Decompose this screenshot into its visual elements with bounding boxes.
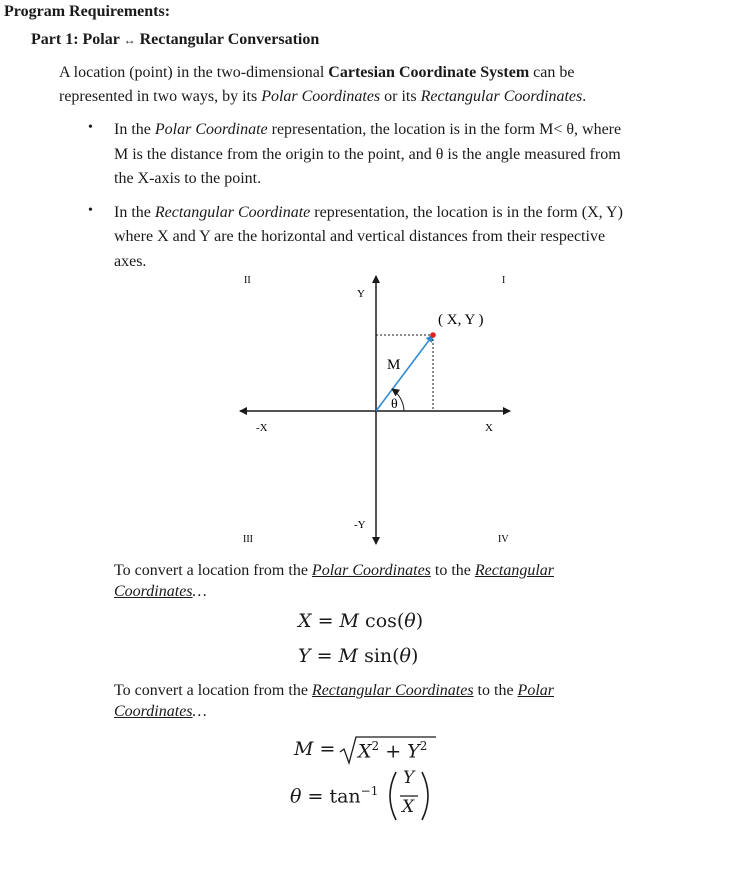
- convert-2-line-2: Coordinates…: [114, 703, 207, 720]
- convert-2-line-1: To convert a location from the Rectangular Coordinates to the Polar: [114, 682, 554, 699]
- bullet-2-line-2: where X and Y are the horizontal and vertical distances from their respective: [114, 228, 606, 245]
- angle-label: θ: [391, 397, 398, 412]
- y-axis-label: Y: [357, 288, 365, 300]
- sqrt-content: $X^2 + Y^2$: [358, 739, 428, 763]
- bullet-1-line-3: the X-axis to the point.: [114, 170, 262, 187]
- page-heading: Program Requirements:: [4, 3, 171, 20]
- x-axis-label: X: [485, 422, 493, 434]
- x-negative-label: -X: [256, 422, 268, 434]
- quadrant-4-label: IV: [498, 534, 509, 545]
- y-negative-label: -Y: [354, 519, 366, 531]
- part1-prefix: Part 1: Polar: [31, 31, 120, 48]
- fraction-numerator: Y: [403, 768, 415, 788]
- bullet-2-line-1: In the Rectangular Coordinate representation, the location is in the form (X, Y): [114, 204, 623, 221]
- convert-1-line-1: To convert a location from the Polar Coordinates to the Rectangular: [114, 562, 554, 579]
- magnitude-label: M: [387, 357, 401, 373]
- part1-suffix: Rectangular Conversation: [139, 31, 320, 48]
- bullet-1-dot: •: [88, 120, 93, 135]
- bullet-2-line-3: axes.: [114, 253, 147, 270]
- fraction-denominator: X: [402, 797, 415, 817]
- bullet-2-dot: •: [88, 203, 93, 218]
- equation-y: Y = M sin(θ): [298, 645, 419, 667]
- bullet-1-line-1: In the Polar Coordinate representation, the location is in the form M< θ, where: [114, 121, 622, 138]
- magnitude-vector: [376, 335, 433, 411]
- point-marker: [430, 332, 436, 338]
- intro-line-2: represented in two ways, by its Polar Coordinates or its Rectangular Coordinates.: [59, 88, 587, 105]
- equation-angle: $\theta = \tan^{-1}$: [290, 784, 379, 808]
- bidirectional-arrow-icon: ↔: [123, 33, 136, 47]
- intro-line-1: A location (point) in the two-dimensional Cartesian Coordinate System can be: [59, 64, 575, 81]
- convert-1-line-2: Coordinates…: [114, 583, 207, 600]
- quadrant-3-label: III: [243, 534, 253, 545]
- equation-magnitude: M =: [294, 738, 336, 760]
- quadrant-2-label: II: [244, 275, 251, 286]
- bullet-1-line-2: M is the distance from the origin to the point, and θ is the angle measured from: [114, 146, 621, 163]
- point-label: ( X, Y ): [438, 312, 484, 328]
- quadrant-1-label: I: [502, 275, 506, 286]
- equation-x: X = M cos(θ): [298, 610, 424, 632]
